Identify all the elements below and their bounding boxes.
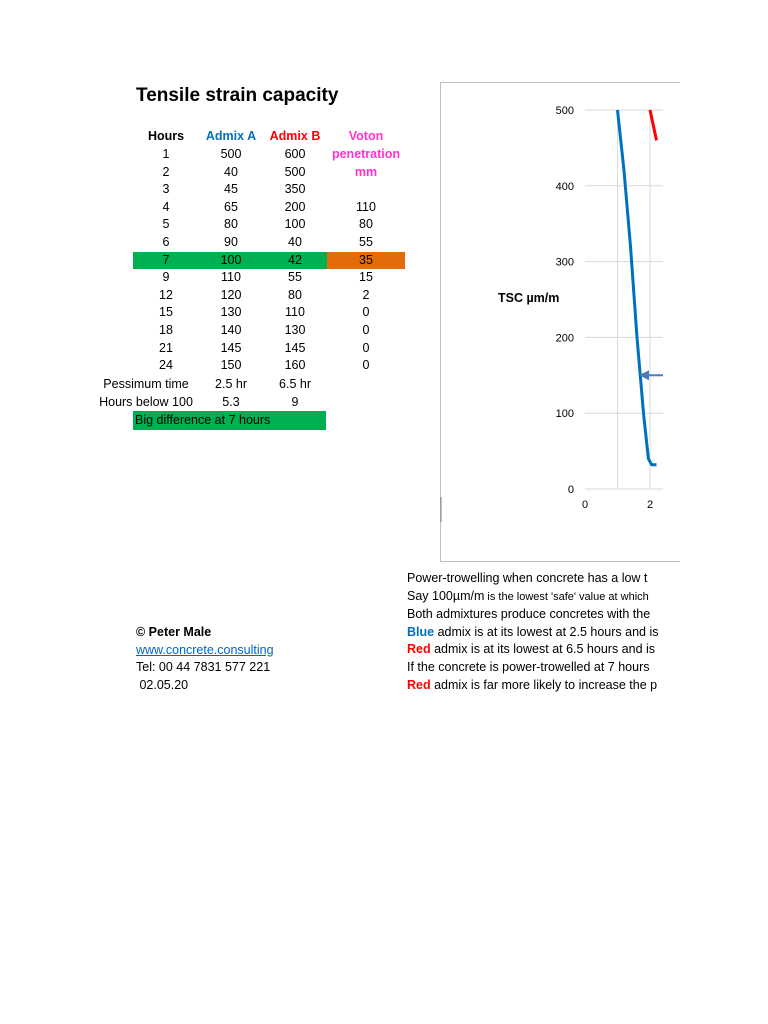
table-row	[133, 287, 405, 305]
cell-voton: 55	[359, 235, 373, 249]
series-line-admix-b	[650, 110, 657, 140]
header-admix-a: Admix A	[205, 129, 257, 143]
cell-admix-b: 130	[284, 323, 306, 337]
header-admix-b: Admix B	[269, 129, 321, 143]
note-line-2a: Say 100µm/m	[407, 588, 485, 603]
page-title: Tensile strain capacity	[136, 85, 339, 106]
cell-voton: 15	[359, 270, 373, 285]
cell-admix-a: 40	[224, 164, 238, 179]
cell-hours: 15	[159, 305, 173, 320]
telephone: Tel: 00 44 7831 577 221	[136, 660, 271, 675]
note-line-5-rest: admix is at its lowest at 6.5 hours and is	[430, 642, 656, 657]
cell-voton: 110	[356, 199, 376, 214]
header-voton-sub2: mm	[354, 165, 378, 179]
cell-admix-b: 350	[284, 182, 306, 197]
cell-hours: 5	[162, 217, 170, 232]
cell-hours: 3	[162, 182, 170, 197]
header-voton: Voton	[348, 129, 384, 143]
header-voton-sub1: penetration	[331, 147, 401, 161]
cell-admix-a: 65	[224, 199, 238, 214]
cell-hours: 6	[162, 235, 170, 249]
cell-admix-a: 90	[224, 235, 238, 249]
table-row	[133, 216, 405, 234]
cell-admix-b: 145	[284, 340, 306, 355]
y-tick-label: 300	[555, 256, 574, 269]
copyright: © Peter Male	[136, 625, 212, 639]
cell-voton	[327, 181, 405, 199]
cell-admix-b: 110	[285, 305, 305, 320]
note-line-3: Both admixtures produce concretes with the	[407, 607, 651, 622]
note-line-7-rest: admix is far more likely to increase the p	[430, 677, 658, 692]
table-row	[133, 181, 405, 199]
cell-admix-b: 500	[284, 164, 306, 179]
note-line-4-rest: admix is at its lowest at 2.5 hours and is	[434, 624, 659, 639]
note-line-1: Power-trowelling when concrete has a low t	[407, 571, 648, 585]
series-line-admix-a	[618, 110, 657, 465]
cell-admix-a: 45	[224, 182, 238, 197]
cell-admix-b: 600	[284, 147, 306, 161]
note-blue-label: Blue	[407, 624, 435, 639]
cell-voton: 0	[362, 340, 370, 355]
note-line-5	[407, 641, 663, 659]
notes-block	[407, 570, 663, 694]
cell-hours: 4	[162, 199, 170, 214]
cell-admix-a: 150	[220, 358, 242, 373]
cell-admix-b: 200	[284, 199, 306, 214]
cell-admix-b: 100	[284, 217, 306, 232]
cell-admix-a: 120	[220, 287, 242, 302]
cell-voton: 0	[362, 323, 370, 337]
y-tick-label: 100	[555, 408, 574, 421]
pessimum-a: 2.5 hr	[215, 377, 247, 391]
cell-voton: 35	[327, 252, 405, 270]
tsc-chart	[440, 82, 663, 562]
hours-below-label: Hours below 100	[99, 394, 193, 409]
x-tick-label: 2	[646, 499, 654, 511]
cell-admix-b: 160	[284, 358, 306, 373]
table-row	[133, 234, 405, 252]
big-difference-note: Big difference at 7 hours	[133, 411, 326, 430]
note-line-6: If the concrete is power-trowelled at 7 hours	[407, 659, 650, 674]
table-row	[133, 269, 405, 287]
table-row	[133, 199, 405, 217]
cell-admix-a: 500	[220, 147, 242, 161]
cell-hours: 7	[133, 252, 199, 270]
website-link[interactable]: www.concrete.consulting	[136, 642, 274, 657]
pessimum-row	[103, 376, 405, 394]
x-tick-label: 0	[581, 499, 589, 511]
hours-below-b: 9	[291, 394, 299, 409]
cell-admix-b: 40	[288, 235, 302, 249]
note-line-4	[407, 624, 663, 642]
table-row	[133, 252, 405, 270]
note-red-label: Red	[407, 642, 431, 657]
cell-voton: 2	[362, 287, 370, 302]
cell-hours: 1	[162, 147, 170, 161]
note-red-label-2: Red	[407, 677, 431, 692]
cell-admix-a: 110	[221, 270, 241, 285]
y-tick-label: 400	[555, 180, 574, 193]
table-row	[133, 340, 405, 358]
cell-admix-b: 55	[288, 270, 302, 285]
cell-admix-a: 140	[220, 323, 242, 337]
pessimum-label: Pessimum time	[103, 377, 189, 391]
cell-hours: 2	[162, 164, 170, 179]
header-hours: Hours	[147, 129, 185, 143]
hours-below-a: 5.3	[222, 394, 240, 409]
table-header-row	[133, 128, 405, 146]
pessimum-b: 6.5 hr	[279, 377, 311, 391]
y-tick-label: 500	[555, 105, 574, 117]
cell-hours: 9	[162, 270, 170, 285]
cell-hours: 24	[159, 358, 173, 373]
cell-admix-a: 100	[199, 252, 263, 270]
contact-block	[136, 624, 274, 694]
y-tick-label: 200	[555, 332, 574, 345]
cell-voton: 0	[362, 305, 370, 320]
cell-admix-b: 80	[288, 287, 302, 302]
cell-voton: 80	[359, 217, 373, 232]
table-row	[133, 322, 405, 340]
cell-hours: 12	[159, 287, 173, 302]
cell-admix-a: 80	[224, 217, 238, 232]
cell-hours: 18	[159, 323, 173, 337]
y-tick-label: 0	[567, 484, 574, 496]
date: 02.05.20	[136, 677, 189, 692]
cell-hours: 21	[159, 340, 173, 355]
note-line-2	[407, 588, 663, 607]
cell-admix-a: 130	[220, 305, 242, 320]
cell-admix-a: 145	[220, 340, 242, 355]
voton-sub-row-1	[133, 146, 405, 164]
y-axis-label: TSC µm/m	[498, 291, 560, 305]
table-row	[133, 357, 405, 375]
note-line-2b: is the lowest 'safe' value at which	[484, 590, 649, 603]
voton-sub-row-2	[133, 164, 405, 182]
table-row	[133, 304, 405, 322]
note-line-7	[407, 677, 663, 695]
hours-below-row	[99, 394, 405, 412]
cell-voton: 0	[362, 358, 370, 373]
cell-admix-b: 42	[263, 252, 327, 270]
